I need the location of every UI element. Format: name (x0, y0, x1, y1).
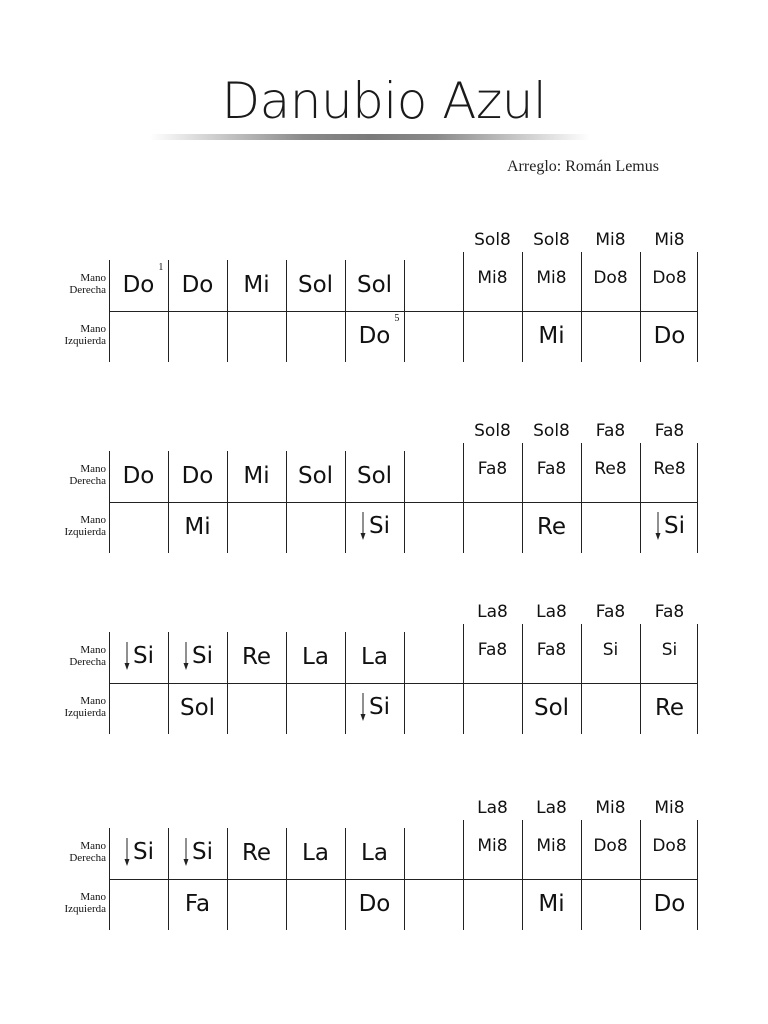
fingering-number: 1 (158, 262, 164, 273)
bar-line (404, 828, 405, 930)
note-name: Fa8 (536, 459, 567, 479)
note-name: La (361, 644, 388, 670)
left-hand-note (640, 683, 699, 733)
note-name: Si (192, 643, 213, 669)
note-wrap (593, 268, 627, 288)
hand-label-line: Derecha (69, 852, 106, 864)
note-wrap (242, 644, 271, 670)
note-wrap (184, 514, 210, 540)
right-hand-note (581, 451, 640, 501)
note-name: Re (536, 514, 567, 540)
left-hand-note (640, 311, 699, 361)
note-name: Si (369, 513, 390, 539)
bar-line (404, 260, 405, 362)
note-name: Do 1 (122, 262, 164, 298)
note-wrap (242, 840, 271, 866)
note-name: Si (133, 643, 154, 669)
hand-label-line: Mano (80, 840, 106, 852)
left-hand-note (522, 683, 581, 733)
note-wrap (182, 839, 213, 867)
note-name: Re (241, 840, 272, 866)
down-arrow-icon (359, 511, 367, 541)
right-hand-note (345, 828, 404, 878)
down-arrow-icon (182, 641, 190, 671)
note-wrap (537, 459, 566, 479)
hand-label-line: Derecha (69, 656, 106, 668)
note-name: Mi (184, 514, 211, 540)
right-hand-note (463, 632, 522, 682)
down-arrow-icon (123, 837, 131, 867)
note-wrap (594, 459, 626, 479)
note-wrap (653, 459, 685, 479)
left-hand-note (522, 502, 581, 552)
right-hand-note (168, 828, 227, 878)
note-wrap (302, 840, 329, 866)
right-hand-note (227, 632, 286, 682)
note-wrap (180, 695, 215, 721)
note-wrap (122, 262, 164, 298)
note-name: Si (602, 640, 619, 660)
note-name: Si (369, 694, 390, 720)
note-name: Do8 (652, 268, 687, 288)
left-hand-label (52, 323, 106, 347)
left-hand-note (522, 311, 581, 361)
note-name: Mi (538, 323, 565, 349)
note-wrap (537, 640, 566, 660)
note-name: Do (181, 272, 214, 298)
note-wrap (477, 836, 507, 856)
hand-label-line: Izquierda (64, 707, 106, 719)
note-wrap (534, 695, 569, 721)
note-name: Mi (243, 463, 270, 489)
note-name: Do8 (593, 268, 628, 288)
note-wrap (359, 891, 391, 917)
upper-note: Sol8 (474, 421, 511, 441)
note-wrap (652, 268, 686, 288)
note-wrap (182, 463, 214, 489)
note-name: Sol (356, 463, 393, 489)
note-wrap (603, 640, 619, 660)
left-hand-note (168, 683, 227, 733)
hand-label-line: Mano (80, 891, 106, 903)
note-wrap (361, 644, 388, 670)
note-wrap (123, 839, 154, 867)
left-hand-note (345, 311, 404, 361)
right-hand-label (52, 840, 106, 864)
note-name: Mi (538, 891, 565, 917)
note-wrap (185, 891, 210, 917)
note-wrap (478, 640, 507, 660)
upper-note: La8 (536, 798, 567, 818)
note-wrap (243, 463, 269, 489)
note-name: Sol (533, 695, 570, 721)
note-wrap (357, 463, 392, 489)
note-wrap (123, 643, 154, 671)
note-wrap (477, 268, 507, 288)
note-name: Fa8 (477, 459, 508, 479)
left-hand-note (345, 502, 404, 552)
note-wrap (123, 463, 155, 489)
right-hand-note (227, 451, 286, 501)
left-hand-note (522, 879, 581, 929)
right-hand-note (522, 632, 581, 682)
hand-label-line: Izquierda (64, 335, 106, 347)
note-name: Fa8 (477, 640, 508, 660)
note-name: Mi (243, 272, 270, 298)
right-hand-note (522, 451, 581, 501)
note-wrap (359, 513, 390, 541)
right-hand-note (640, 260, 699, 310)
upper-note: La8 (477, 602, 508, 622)
note-wrap (536, 836, 566, 856)
hand-label-line: Derecha (69, 284, 106, 296)
upper-note: Mi8 (654, 230, 685, 250)
hand-label-line: Derecha (69, 475, 106, 487)
right-hand-note (581, 828, 640, 878)
right-hand-note (522, 260, 581, 310)
right-hand-note (227, 828, 286, 878)
note-name: Mi8 (477, 836, 508, 856)
hand-label-line: Izquierda (64, 903, 106, 915)
upper-note: Fa8 (595, 421, 626, 441)
upper-note: La8 (536, 602, 567, 622)
note-wrap (357, 272, 392, 298)
right-hand-note (345, 632, 404, 682)
down-arrow-icon (359, 692, 367, 722)
right-hand-note (109, 451, 168, 501)
left-hand-label (52, 891, 106, 915)
note-name: Mi8 (536, 268, 567, 288)
hand-label-line: Mano (80, 272, 106, 284)
note-name: Si (192, 839, 213, 865)
upper-note: Mi8 (595, 798, 626, 818)
upper-note: Fa8 (595, 602, 626, 622)
right-hand-note (109, 828, 168, 878)
left-hand-note (168, 879, 227, 929)
note-name: Fa (184, 891, 211, 917)
hand-label-line: Mano (80, 463, 106, 475)
note-name: Fa8 (536, 640, 567, 660)
right-hand-note (640, 451, 699, 501)
note-name: La (361, 840, 388, 866)
left-hand-note (168, 502, 227, 552)
upper-note: Sol8 (533, 230, 570, 250)
note-name: Re (654, 695, 685, 721)
upper-note: La8 (477, 798, 508, 818)
right-hand-note (109, 260, 168, 310)
right-hand-note (168, 451, 227, 501)
note-name: Si (661, 640, 678, 660)
hand-label-line: Mano (80, 695, 106, 707)
right-hand-note (286, 632, 345, 682)
right-hand-note (345, 451, 404, 501)
note-wrap (654, 891, 686, 917)
note-wrap (298, 463, 333, 489)
note-wrap (654, 323, 686, 349)
right-hand-note (109, 632, 168, 682)
right-hand-note (463, 828, 522, 878)
note-name: Do8 (652, 836, 687, 856)
down-arrow-icon (654, 511, 662, 541)
note-name: Si (664, 513, 685, 539)
down-arrow-icon (123, 641, 131, 671)
upper-note: Fa8 (654, 602, 685, 622)
note-wrap (182, 643, 213, 671)
note-wrap (655, 695, 684, 721)
right-hand-note (581, 632, 640, 682)
right-hand-note (286, 260, 345, 310)
left-hand-note (640, 502, 699, 552)
down-arrow-icon (182, 837, 190, 867)
note-wrap (538, 323, 564, 349)
right-hand-note (640, 828, 699, 878)
right-hand-note (286, 451, 345, 501)
page-title: Danubio Azul (221, 72, 547, 130)
note-wrap (182, 272, 214, 298)
bar-line (404, 451, 405, 553)
note-wrap (654, 513, 685, 541)
upper-note: Fa8 (654, 421, 685, 441)
hand-label-line: Mano (80, 644, 106, 656)
note-name: Do (653, 323, 686, 349)
note-wrap (298, 272, 333, 298)
note-name: Do (358, 891, 391, 917)
hand-label-line: Izquierda (64, 526, 106, 538)
note-name: Re8 (653, 459, 686, 479)
note-name: Do (122, 463, 155, 489)
note-name: Do8 (593, 836, 628, 856)
right-hand-note (463, 451, 522, 501)
right-hand-note (168, 632, 227, 682)
note-wrap (593, 836, 627, 856)
note-wrap (478, 459, 507, 479)
note-name: Do (653, 891, 686, 917)
left-hand-note (640, 879, 699, 929)
note-wrap (538, 891, 564, 917)
note-wrap (536, 268, 566, 288)
note-wrap (361, 840, 388, 866)
right-hand-note (463, 260, 522, 310)
left-hand-note (345, 683, 404, 733)
note-name: Sol (297, 463, 334, 489)
hand-label-line: Mano (80, 514, 106, 526)
note-wrap (662, 640, 678, 660)
note-name: Re8 (594, 459, 627, 479)
note-name: La (302, 644, 329, 670)
title-underline (150, 134, 590, 140)
upper-note: Mi8 (654, 798, 685, 818)
left-hand-note (345, 879, 404, 929)
upper-note: Mi8 (595, 230, 626, 250)
right-hand-note (227, 260, 286, 310)
note-name: Si (133, 839, 154, 865)
right-hand-label (52, 644, 106, 668)
note-wrap (652, 836, 686, 856)
note-name: Mi8 (477, 268, 508, 288)
note-name: Sol (179, 695, 216, 721)
note-wrap (537, 514, 566, 540)
right-hand-note (286, 828, 345, 878)
note-name: Mi8 (536, 836, 567, 856)
arranger-credit: Arreglo: Román Lemus (507, 158, 659, 175)
note-name: Do (181, 463, 214, 489)
note-wrap (358, 313, 400, 349)
right-hand-note (345, 260, 404, 310)
note-name: Sol (297, 272, 334, 298)
note-wrap (302, 644, 329, 670)
left-hand-label (52, 514, 106, 538)
note-name: Re (241, 644, 272, 670)
note-name: Sol (356, 272, 393, 298)
upper-note: Sol8 (533, 421, 570, 441)
right-hand-note (581, 260, 640, 310)
fingering-number: 5 (394, 313, 400, 324)
note-wrap (359, 694, 390, 722)
upper-note: Sol8 (474, 230, 511, 250)
right-hand-note (168, 260, 227, 310)
note-name: La (302, 840, 329, 866)
bar-line (404, 632, 405, 734)
right-hand-note (522, 828, 581, 878)
left-hand-label (52, 695, 106, 719)
right-hand-note (640, 632, 699, 682)
right-hand-label (52, 272, 106, 296)
note-name: Do 5 (358, 313, 400, 349)
right-hand-label (52, 463, 106, 487)
hand-label-line: Mano (80, 323, 106, 335)
note-wrap (243, 272, 269, 298)
